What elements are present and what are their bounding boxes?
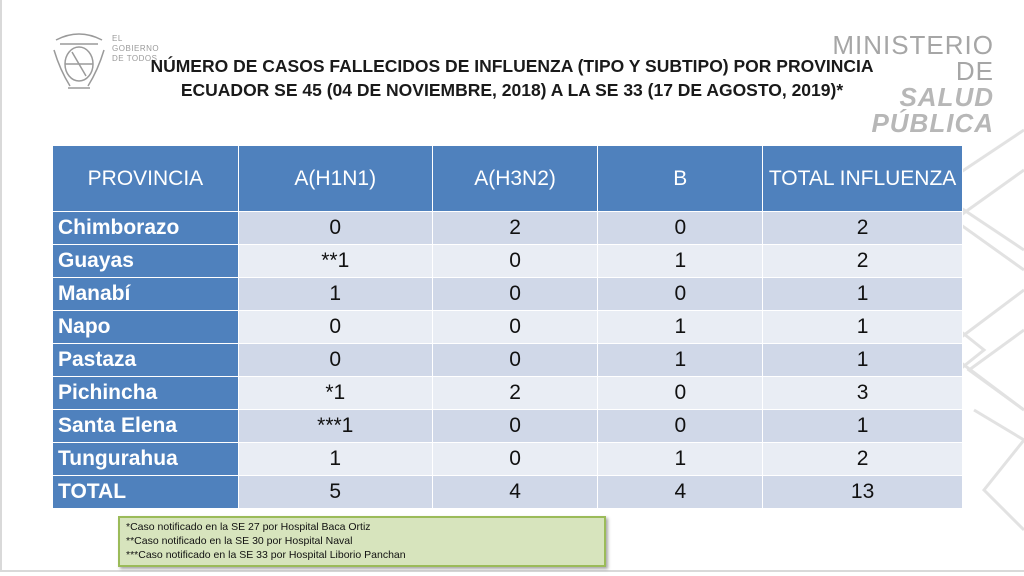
table-header-row bbox=[53, 146, 963, 212]
h3n2-total-cell: 4 bbox=[432, 476, 598, 509]
footnote: **Caso notificado en la SE 30 por Hospital Naval bbox=[126, 535, 353, 547]
ministry-logo-line-1: MINISTERIO DE bbox=[832, 30, 994, 86]
total-cell: 1 bbox=[763, 410, 963, 443]
header-provincia: PROVINCIA bbox=[53, 146, 239, 212]
table-row bbox=[53, 311, 963, 344]
province-cell: Pichincha bbox=[53, 377, 239, 410]
b-total-cell: 4 bbox=[598, 476, 763, 509]
b-cell: 0 bbox=[598, 212, 763, 245]
province-cell: Santa Elena bbox=[53, 410, 239, 443]
h3n2-cell: 2 bbox=[432, 377, 598, 410]
h3n2-cell: 2 bbox=[432, 212, 598, 245]
gov-text-line-1: EL bbox=[112, 34, 123, 43]
total-cell: 1 bbox=[763, 344, 963, 377]
province-cell: Tungurahua bbox=[53, 443, 239, 476]
h3n2-cell: 0 bbox=[432, 410, 598, 443]
h1n1-cell: ***1 bbox=[238, 410, 432, 443]
total-cell: 2 bbox=[763, 212, 963, 245]
header-b: B bbox=[598, 146, 763, 212]
table-row bbox=[53, 245, 963, 278]
gov-text-line-2: GOBIERNO bbox=[112, 44, 160, 53]
table-row bbox=[53, 410, 963, 443]
ministry-logo-line-2: SALUD PÚBLICA bbox=[871, 82, 994, 138]
table-row bbox=[53, 377, 963, 410]
province-cell: Guayas bbox=[53, 245, 239, 278]
footnote: ***Caso notificado en la SE 33 por Hospital Liborio Panchan bbox=[126, 549, 406, 561]
total-cell: 3 bbox=[763, 377, 963, 410]
province-cell: Manabí bbox=[53, 278, 239, 311]
h1n1-total-cell: 5 bbox=[238, 476, 432, 509]
h3n2-cell: 0 bbox=[432, 245, 598, 278]
b-cell: 1 bbox=[598, 245, 763, 278]
total-label-cell: TOTAL bbox=[53, 476, 239, 509]
footnote: *Caso notificado en la SE 27 por Hospital Baca Ortiz bbox=[126, 521, 371, 533]
h1n1-cell: 1 bbox=[238, 278, 432, 311]
b-cell: 1 bbox=[598, 443, 763, 476]
h1n1-cell: 1 bbox=[238, 443, 432, 476]
header-h1n1: A(H1N1) bbox=[238, 146, 432, 212]
province-cell: Chimborazo bbox=[53, 212, 239, 245]
total-cell: 1 bbox=[763, 311, 963, 344]
grand-total-cell: 13 bbox=[763, 476, 963, 509]
footnotes-box bbox=[118, 516, 606, 567]
b-cell: 1 bbox=[598, 344, 763, 377]
table-total-row bbox=[53, 476, 963, 509]
header-h3n2: A(H3N2) bbox=[432, 146, 598, 212]
b-cell: 0 bbox=[598, 278, 763, 311]
h1n1-cell: 0 bbox=[238, 344, 432, 377]
h1n1-cell: 0 bbox=[238, 212, 432, 245]
table-row bbox=[53, 443, 963, 476]
b-cell: 0 bbox=[598, 410, 763, 443]
slide-title bbox=[40, 54, 984, 102]
h3n2-cell: 0 bbox=[432, 443, 598, 476]
province-cell: Pastaza bbox=[53, 344, 239, 377]
total-cell: 2 bbox=[763, 443, 963, 476]
total-cell: 1 bbox=[763, 278, 963, 311]
h3n2-cell: 0 bbox=[432, 344, 598, 377]
h3n2-cell: 0 bbox=[432, 278, 598, 311]
title-line-2: ECUADOR SE 45 (04 DE NOVIEMBRE, 2018) A LA SE 33 (17 DE AGOSTO, 2019)* bbox=[180, 80, 844, 100]
title-line-1: NÚMERO DE CASOS FALLECIDOS DE INFLUENZA (TIPO Y SUBTIPO) POR PROVINCIA bbox=[150, 56, 874, 76]
table-row bbox=[53, 212, 963, 245]
table-row bbox=[53, 344, 963, 377]
b-cell: 0 bbox=[598, 377, 763, 410]
influenza-deaths-table bbox=[52, 145, 963, 509]
gov-text-line-3: DE TODOS bbox=[112, 54, 158, 63]
h1n1-cell: **1 bbox=[238, 245, 432, 278]
header-total-influenza: TOTAL INFLUENZA bbox=[763, 146, 963, 212]
h3n2-cell: 0 bbox=[432, 311, 598, 344]
b-cell: 1 bbox=[598, 311, 763, 344]
h1n1-cell: *1 bbox=[238, 377, 432, 410]
table-row bbox=[53, 278, 963, 311]
total-cell: 2 bbox=[763, 245, 963, 278]
h1n1-cell: 0 bbox=[238, 311, 432, 344]
province-cell: Napo bbox=[53, 311, 239, 344]
